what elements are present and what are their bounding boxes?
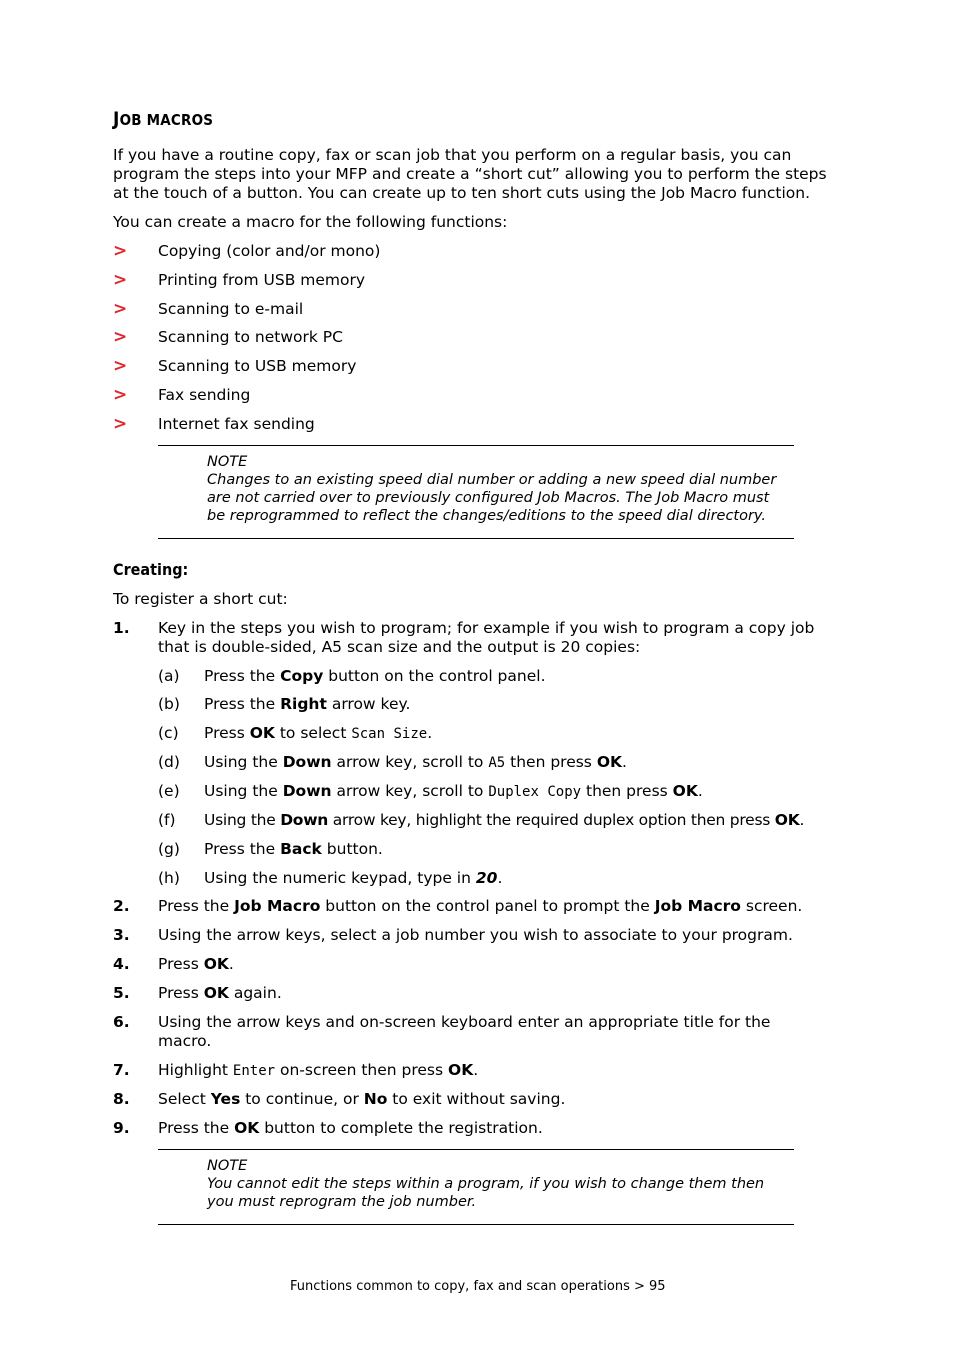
substep-label: (f) xyxy=(158,811,176,829)
step-number: 6. xyxy=(113,1013,130,1031)
bullet-marker: > xyxy=(113,299,128,319)
substep-text: Press the Back button. xyxy=(204,840,383,858)
note-divider-top xyxy=(158,1149,794,1150)
bullet-marker: > xyxy=(113,270,128,290)
step-text: Press the Job Macro button on the control panel to prompt the Job Macro screen. xyxy=(158,897,803,915)
bullet-marker: > xyxy=(113,385,128,405)
note-label: NOTE xyxy=(207,454,248,470)
function-item: Scanning to network PC xyxy=(158,328,343,346)
register-intro: To register a short cut: xyxy=(113,590,288,608)
note-box xyxy=(207,453,777,525)
substep-text: Press the Right arrow key. xyxy=(204,695,411,713)
note-line: You cannot edit the steps within a program, if you wish to change them then xyxy=(207,1176,765,1192)
note-divider-bottom xyxy=(158,1224,794,1225)
step-text: Using the arrow keys and on-screen keyboard enter an appropriate title for the xyxy=(158,1013,771,1031)
substep-label: (g) xyxy=(158,840,180,858)
substep-label: (e) xyxy=(158,782,180,800)
bullet-marker: > xyxy=(113,356,128,376)
step-text: that is double-sided, A5 scan size and the output is 20 copies: xyxy=(158,638,641,656)
function-item: Internet fax sending xyxy=(158,415,315,433)
step-text: Press the OK button to complete the registration. xyxy=(158,1119,543,1137)
intro-line-1: If you have a routine copy, fax or scan job that you perform on a regular basis, you can xyxy=(113,146,792,164)
step-number: 5. xyxy=(113,984,130,1002)
note-line: be reprogrammed to reflect the changes/editions to the speed dial directory. xyxy=(207,508,767,524)
functions-intro: You can create a macro for the following functions: xyxy=(113,213,508,231)
title-initial: J xyxy=(113,108,120,130)
substep-label: (c) xyxy=(158,724,179,742)
title-rest: OB MACROS xyxy=(119,111,214,129)
intro-line-2: program the steps into your MFP and create a “short cut” allowing you to perform the steps xyxy=(113,165,827,183)
function-item: Printing from USB memory xyxy=(158,271,366,289)
substep-label: (h) xyxy=(158,869,180,887)
substep-label: (b) xyxy=(158,695,180,713)
substep-text: Using the Down arrow key, highlight the required duplex option then press OK. xyxy=(204,811,805,829)
note-divider-bottom xyxy=(158,538,794,539)
bullet-marker: > xyxy=(113,241,128,261)
step-number: 1. xyxy=(113,619,130,637)
function-item: Copying (color and/or mono) xyxy=(158,242,381,260)
step-number: 7. xyxy=(113,1061,130,1079)
function-item: Scanning to USB memory xyxy=(158,357,357,375)
step-text: Press OK again. xyxy=(158,984,282,1002)
step-number: 3. xyxy=(113,926,130,944)
step-number: 8. xyxy=(113,1090,130,1108)
step-text: Press OK. xyxy=(158,955,234,973)
substep-label: (a) xyxy=(158,667,180,685)
bullet-marker: > xyxy=(113,327,128,347)
step-number: 9. xyxy=(113,1119,130,1137)
step-number: 2. xyxy=(113,897,130,915)
substep-text: Using the Down arrow key, scroll to A5 then press OK. xyxy=(204,753,627,771)
bullet-marker: > xyxy=(113,414,128,434)
section-title xyxy=(113,110,213,130)
substep-text: Using the Down arrow key, scroll to Duplex Copy then press OK. xyxy=(204,782,703,800)
substep-label: (d) xyxy=(158,753,180,771)
step-number: 4. xyxy=(113,955,130,973)
function-item: Scanning to e-mail xyxy=(158,300,304,318)
step-text: macro. xyxy=(158,1032,212,1050)
note-divider-top xyxy=(158,445,794,446)
note-line: you must reprogram the job number. xyxy=(207,1194,477,1210)
substep-text: Using the numeric keypad, type in 20. xyxy=(204,869,503,887)
step-text: Highlight Enter on-screen then press OK. xyxy=(158,1061,479,1079)
note-line: are not carried over to previously configured Job Macros. The Job Macro must xyxy=(207,490,770,506)
note-box xyxy=(207,1157,777,1211)
step-text: Select Yes to continue, or No to exit without saving. xyxy=(158,1090,566,1108)
page-footer: Functions common to copy, fax and scan operations > 95 xyxy=(290,1279,666,1294)
note-line: Changes to an existing speed dial number or adding a new speed dial number xyxy=(207,472,777,488)
note-label: NOTE xyxy=(207,1158,248,1174)
intro-line-3: at the touch of a button. You can create up to ten short cuts using the Job Macro function. xyxy=(113,184,811,202)
step-text: Using the arrow keys, select a job number you wish to associate to your program. xyxy=(158,926,793,944)
substep-text: Press the Copy button on the control panel. xyxy=(204,667,546,685)
function-item: Fax sending xyxy=(158,386,251,404)
step-text: Key in the steps you wish to program; for example if you wish to program a copy job xyxy=(158,619,815,637)
substep-text: Press OK to select Scan Size. xyxy=(204,724,433,742)
creating-heading: Creating: xyxy=(113,560,189,579)
